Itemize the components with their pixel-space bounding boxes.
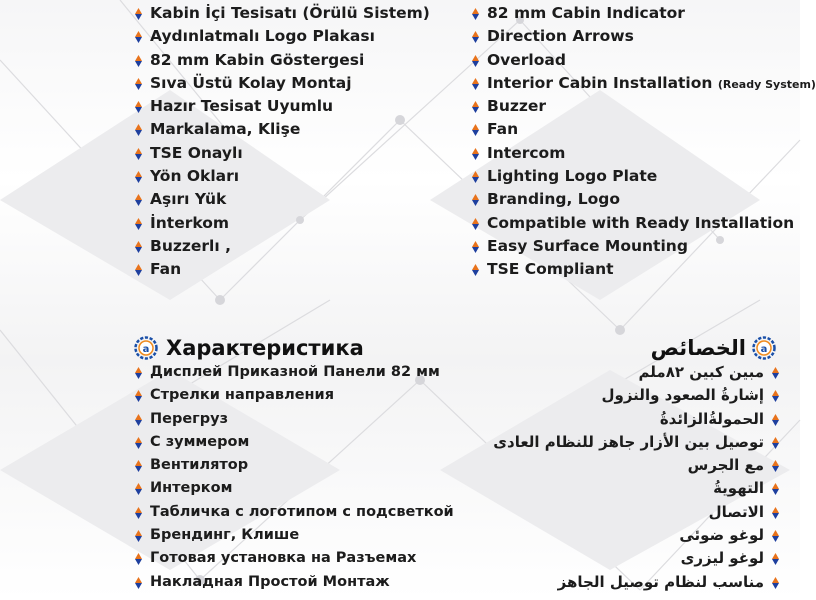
english-feature-item <box>472 188 816 211</box>
english-feature-item <box>472 72 816 95</box>
russian-feature-item <box>135 431 454 454</box>
arabic-feature-item <box>482 361 782 384</box>
diamond-bullet-icon <box>772 507 779 519</box>
diamond-bullet-icon <box>135 101 142 113</box>
turkish-feature-item-text: Buzzerlı , <box>150 236 231 255</box>
diamond-bullet-icon <box>772 460 779 472</box>
english-feature-item <box>472 2 816 25</box>
russian-feature-item-text: Брендинг, Клише <box>150 527 300 544</box>
turkish-feature-item <box>135 72 430 95</box>
russian-feature-item <box>135 361 454 384</box>
diamond-bullet-icon <box>135 31 142 43</box>
diamond-bullet-icon <box>135 218 142 230</box>
diamond-bullet-icon <box>472 148 479 160</box>
turkish-feature-item-text: Aydınlatmalı Logo Plakası <box>150 27 375 46</box>
diamond-bullet-icon <box>135 124 142 136</box>
arabic-feature-item-text: توصيل بين الأزار جاهز للنظام العادى <box>493 432 764 451</box>
english-feature-item-text: Branding, Logo <box>487 190 621 209</box>
diamond-bullet-icon <box>135 507 142 519</box>
diamond-bullet-icon <box>135 460 142 472</box>
english-feature-item <box>472 165 816 188</box>
arabic-feature-item <box>482 454 782 477</box>
diamond-bullet-icon <box>472 8 479 20</box>
turkish-feature-item <box>135 235 430 258</box>
russian-feature-item <box>135 477 454 500</box>
turkish-feature-item-text: TSE Onaylı <box>150 143 243 162</box>
russian-feature-item <box>135 547 454 570</box>
turkish-feature-item <box>135 142 430 165</box>
turkish-feature-item <box>135 118 430 141</box>
russian-feature-item-text: Стрелки направления <box>150 387 335 404</box>
diamond-bullet-icon <box>135 530 142 542</box>
russian-feature-item-text: Табличка с логотипом с подсветкой <box>150 503 454 520</box>
arabic-feature-item-text: الحمولةُالزائدةُ <box>659 409 764 428</box>
diamond-bullet-icon <box>472 218 479 230</box>
turkish-feature-item <box>135 2 430 25</box>
turkish-feature-item-text: Markalama, Klişe <box>150 120 301 139</box>
english-feature-item-text: Interior Cabin Installation <box>487 73 713 92</box>
english-feature-item-text: Intercom <box>487 143 566 162</box>
turkish-feature-item <box>135 165 430 188</box>
diamond-bullet-icon <box>472 124 479 136</box>
english-feature-item-text: TSE Compliant <box>487 260 614 279</box>
english-feature-item <box>472 25 816 48</box>
diamond-bullet-icon <box>135 8 142 20</box>
russian-feature-item-text: Перегруз <box>150 410 229 427</box>
arabic-section-heading <box>651 333 776 363</box>
english-feature-item-text: 82 mm Cabin Indicator <box>487 4 685 22</box>
diamond-bullet-icon <box>135 367 142 379</box>
diamond-bullet-icon <box>472 55 479 67</box>
turkish-feature-item-text: Sıva Üstü Kolay Montaj <box>150 73 352 92</box>
diamond-bullet-icon <box>135 390 142 402</box>
turkish-feature-item <box>135 95 430 118</box>
english-feature-item-text: Fan <box>487 120 519 139</box>
turkish-feature-item <box>135 49 430 72</box>
russian-feature-list <box>135 361 454 594</box>
english-feature-item <box>472 258 816 281</box>
arabic-feature-item-text: الاتصال <box>708 502 764 521</box>
english-feature-item-text: Easy Surface Mounting <box>487 236 688 255</box>
arabic-feature-item <box>482 524 782 547</box>
arabic-feature-item <box>482 501 782 524</box>
arabic-feature-item <box>482 571 782 594</box>
english-feature-item-text: Lighting Logo Plate <box>487 167 658 186</box>
turkish-feature-item-text: 82 mm Kabin Göstergesi <box>150 50 365 69</box>
russian-feature-item <box>135 454 454 477</box>
diamond-bullet-icon <box>135 437 142 449</box>
diamond-bullet-icon <box>772 483 779 495</box>
arabic-feature-item-text: لوغو ضوئى <box>679 526 764 545</box>
english-feature-list <box>472 2 816 282</box>
english-feature-item <box>472 142 816 165</box>
diamond-bullet-icon <box>772 577 779 589</box>
diamond-bullet-icon <box>772 390 779 402</box>
russian-section-heading <box>134 333 364 363</box>
russian-feature-item <box>135 501 454 524</box>
arabic-feature-item <box>482 547 782 570</box>
diamond-bullet-icon <box>472 78 479 90</box>
arabic-feature-item <box>482 477 782 500</box>
turkish-feature-item-text: Fan <box>150 260 182 279</box>
diamond-bullet-icon <box>135 241 142 253</box>
diamond-bullet-icon <box>772 553 779 565</box>
diamond-bullet-icon <box>135 264 142 276</box>
diamond-bullet-icon <box>472 194 479 206</box>
english-feature-item-text: Buzzer <box>487 97 547 116</box>
diamond-bullet-icon <box>135 483 142 495</box>
diamond-bullet-icon <box>472 171 479 183</box>
diamond-bullet-icon <box>472 101 479 113</box>
russian-feature-item-text: Дисплей Приказной Панели 82 мм <box>150 364 440 380</box>
diamond-bullet-icon <box>472 241 479 253</box>
gear-a-logo-icon <box>134 336 158 360</box>
english-feature-item <box>472 212 816 235</box>
russian-feature-item-text: Интерком <box>150 480 233 497</box>
svg-text:a: a <box>142 344 150 355</box>
diamond-bullet-icon <box>135 171 142 183</box>
english-feature-item <box>472 49 816 72</box>
diamond-bullet-icon <box>772 530 779 542</box>
arabic-heading-text: الخصائص <box>650 336 746 360</box>
turkish-feature-item-text: İnterkom <box>150 213 230 232</box>
diamond-bullet-icon <box>772 437 779 449</box>
english-feature-item-note: (Ready System) <box>717 77 816 91</box>
turkish-feature-item-text: Aşırı Yük <box>150 190 227 209</box>
arabic-feature-item-text: مناسب لنظام توصيل الجاهز <box>557 572 764 591</box>
russian-feature-item-text: С зуммером <box>150 433 250 450</box>
russian-feature-item <box>135 524 454 547</box>
svg-text:a: a <box>760 344 768 355</box>
turkish-feature-item-text: Kabin İçi Tesisatı (Örülü Sistem) <box>150 4 430 22</box>
russian-feature-item-text: Готовая установка на Разъемах <box>150 550 417 567</box>
english-feature-item-text: Direction Arrows <box>487 27 634 46</box>
arabic-feature-item-text: إشارةُ الصعود والنزول <box>601 386 764 405</box>
english-feature-item-text: Overload <box>487 50 566 69</box>
russian-heading-text: Характеристика <box>166 336 364 360</box>
arabic-feature-item-text: مع الجرس <box>687 456 764 475</box>
russian-feature-item <box>135 384 454 407</box>
diamond-bullet-icon <box>135 194 142 206</box>
diamond-bullet-icon <box>135 577 142 589</box>
english-feature-item <box>472 235 816 258</box>
diamond-bullet-icon <box>135 414 142 426</box>
russian-feature-item <box>135 571 454 594</box>
russian-feature-item-text: Накладная Простой Монтаж <box>150 573 390 590</box>
turkish-feature-item-text: Hazır Tesisat Uyumlu <box>150 97 334 116</box>
turkish-feature-item-text: Yön Okları <box>150 167 240 186</box>
diamond-bullet-icon <box>135 148 142 160</box>
diamond-bullet-icon <box>472 264 479 276</box>
russian-feature-item-text: Вентилятор <box>150 457 249 474</box>
arabic-feature-item-text: التهويةُ <box>713 479 764 498</box>
arabic-feature-item <box>482 431 782 454</box>
turkish-feature-item <box>135 212 430 235</box>
diamond-bullet-icon <box>135 78 142 90</box>
gear-a-logo-icon <box>752 336 776 360</box>
arabic-feature-list <box>482 361 782 594</box>
diamond-bullet-icon <box>772 367 779 379</box>
turkish-feature-item <box>135 258 430 281</box>
arabic-feature-item <box>482 384 782 407</box>
diamond-bullet-icon <box>135 553 142 565</box>
arabic-feature-item <box>482 408 782 431</box>
english-feature-item <box>472 118 816 141</box>
turkish-feature-item <box>135 25 430 48</box>
turkish-feature-item <box>135 188 430 211</box>
russian-feature-item <box>135 408 454 431</box>
english-feature-item <box>472 95 816 118</box>
diamond-bullet-icon <box>135 55 142 67</box>
english-feature-item-text: Compatible with Ready Installation <box>487 213 795 232</box>
arabic-feature-item-text: لوغو ليزرى <box>680 549 764 568</box>
turkish-feature-list <box>135 2 430 282</box>
arabic-feature-item-text: مبين كبين ٨٢ملم <box>638 363 764 381</box>
diamond-bullet-icon <box>772 414 779 426</box>
diamond-bullet-icon <box>472 31 479 43</box>
